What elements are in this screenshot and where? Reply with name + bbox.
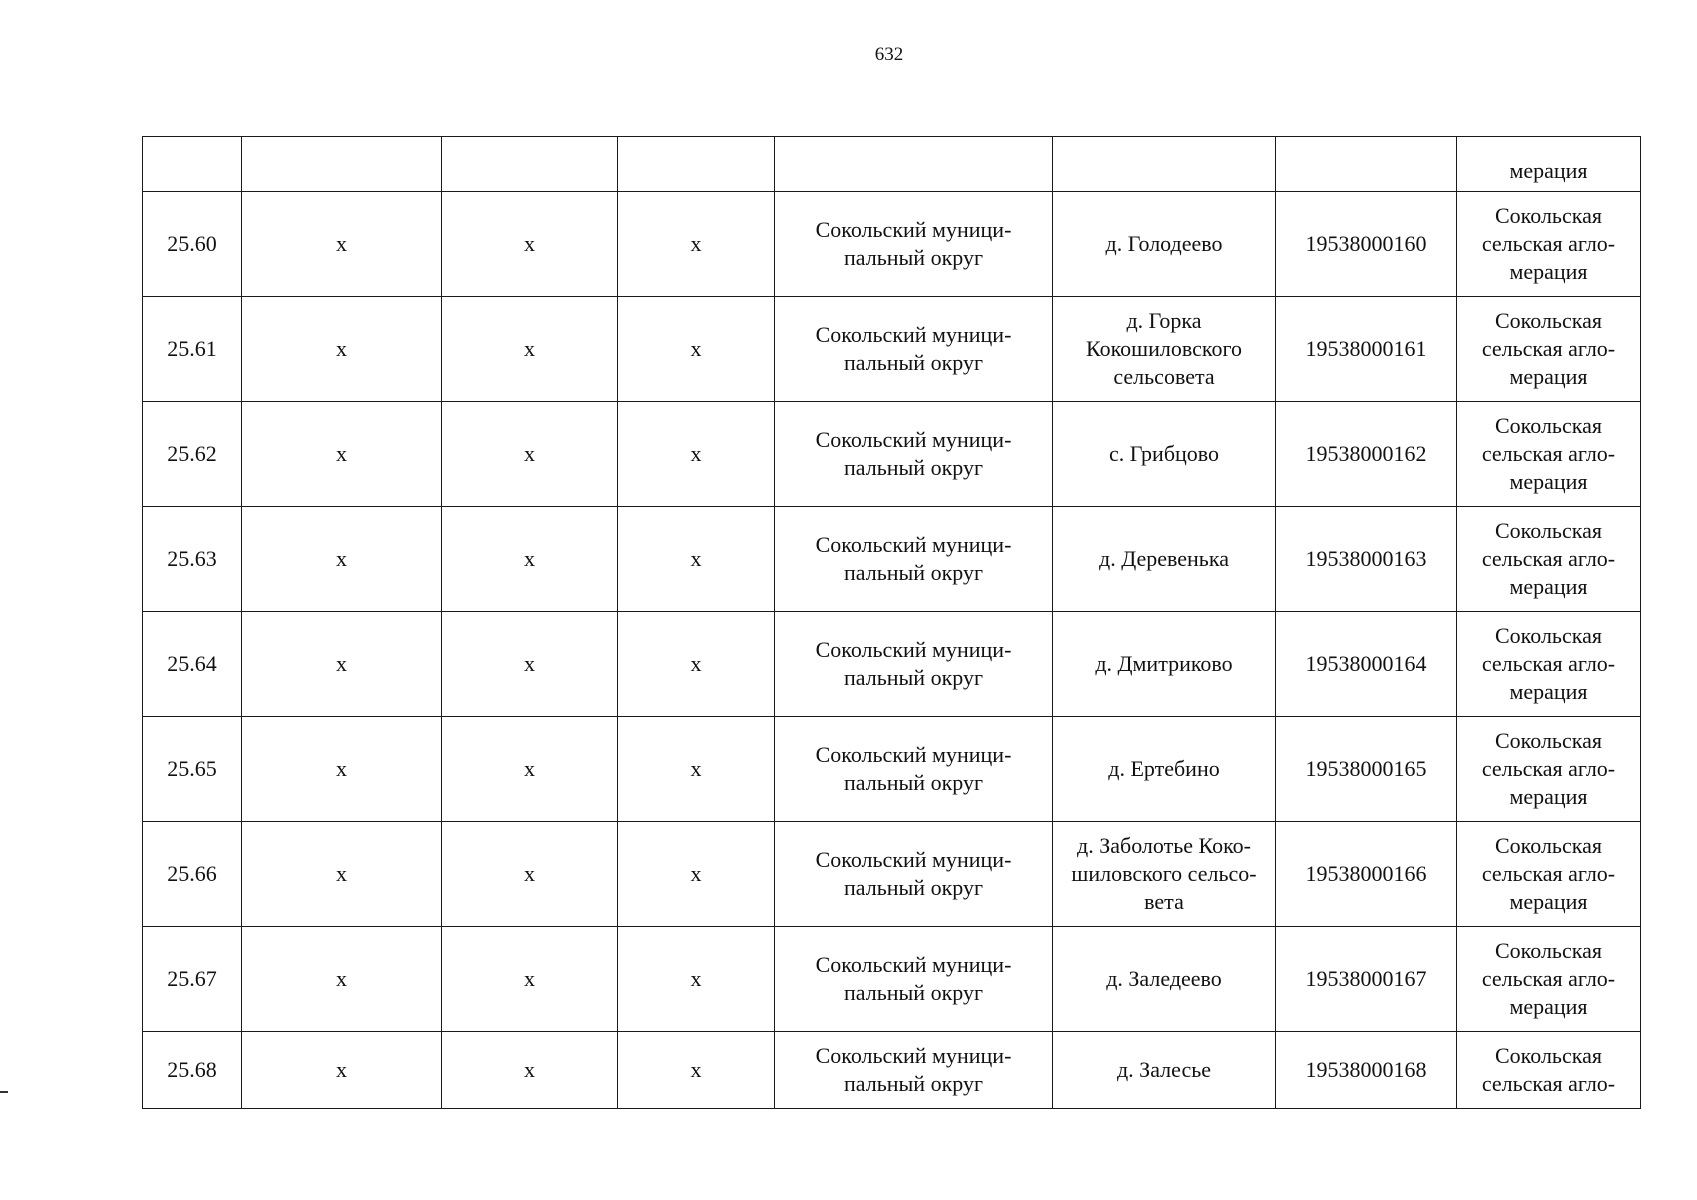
cell-agglomeration: Сокольская сельская агло- мерация (1457, 717, 1641, 822)
page-number: 632 (874, 44, 904, 65)
cell-row-number: 25.62 (143, 402, 242, 507)
cell-x-mark: x (618, 1032, 775, 1109)
cell-x-mark: x (618, 822, 775, 927)
table-row (143, 1032, 1641, 1109)
cell-empty (1053, 137, 1276, 192)
cell-settlement: д. Ертебино (1053, 717, 1276, 822)
cell-agglomeration: Сокольская сельская агло- мерация (1457, 402, 1641, 507)
cell-x-mark: x (442, 1032, 618, 1109)
cell-x-mark: x (442, 402, 618, 507)
cell-x-mark: x (618, 507, 775, 612)
table-row (143, 927, 1641, 1032)
cell-settlement: д. Залесье (1053, 1032, 1276, 1109)
settlements-table (142, 136, 1641, 1109)
cell-row-number: 25.63 (143, 507, 242, 612)
cell-municipality: Сокольский муници- пальный округ (775, 402, 1053, 507)
cell-empty (1276, 137, 1457, 192)
cell-x-mark: x (242, 612, 442, 717)
cell-row-number: 25.64 (143, 612, 242, 717)
cell-municipality: Сокольский муници- пальный округ (775, 612, 1053, 717)
cell-settlement: с. Грибцово (1053, 402, 1276, 507)
table-row (143, 402, 1641, 507)
cell-oktmo-code: 19538000165 (1276, 717, 1457, 822)
cell-agglomeration: Сокольская сельская агло- мерация (1457, 612, 1641, 717)
cell-row-number: 25.65 (143, 717, 242, 822)
table-row (143, 507, 1641, 612)
cell-municipality: Сокольский муници- пальный округ (775, 507, 1053, 612)
cell-oktmo-code: 19538000167 (1276, 927, 1457, 1032)
cell-x-mark: x (242, 297, 442, 402)
cell-oktmo-code: 19538000160 (1276, 192, 1457, 297)
cell-x-mark: x (242, 927, 442, 1032)
cell-municipality: Сокольский муници- пальный округ (775, 717, 1053, 822)
cell-agglomeration: Сокольская сельская агло- мерация (1457, 192, 1641, 297)
cell-oktmo-code: 19538000166 (1276, 822, 1457, 927)
cell-x-mark: x (242, 192, 442, 297)
cell-municipality: Сокольский муници- пальный округ (775, 297, 1053, 402)
cell-agglomeration: Сокольская сельская агло- мерация (1457, 822, 1641, 927)
cell-row-number: 25.66 (143, 822, 242, 927)
cell-x-mark: x (242, 717, 442, 822)
cell-x-mark: x (618, 402, 775, 507)
table-row (143, 297, 1641, 402)
cell-row-number: 25.60 (143, 192, 242, 297)
cell-empty (442, 137, 618, 192)
cell-municipality: Сокольский муници- пальный округ (775, 1032, 1053, 1109)
margin-mark (0, 1091, 8, 1093)
cell-agglomeration: Сокольская сельская агло- мерация (1457, 297, 1641, 402)
table-row (143, 192, 1641, 297)
cell-x-mark: x (442, 927, 618, 1032)
cell-oktmo-code: 19538000162 (1276, 402, 1457, 507)
cell-settlement: д. Дмитриково (1053, 612, 1276, 717)
cell-row-number: 25.61 (143, 297, 242, 402)
cell-agglomeration: Сокольская сельская агло- мерация (1457, 507, 1641, 612)
cell-row-number: 25.67 (143, 927, 242, 1032)
cell-row-number: 25.68 (143, 1032, 242, 1109)
cell-empty (775, 137, 1053, 192)
cell-agglomeration-continued: мерация (1457, 137, 1641, 192)
cell-x-mark: x (242, 822, 442, 927)
cell-x-mark: x (618, 297, 775, 402)
cell-agglomeration: Сокольская сельская агло- мерация (1457, 927, 1641, 1032)
cell-x-mark: x (618, 717, 775, 822)
cell-empty (618, 137, 775, 192)
cell-agglomeration: Сокольская сельская агло- (1457, 1032, 1641, 1109)
cell-x-mark: x (442, 192, 618, 297)
cell-settlement: д. Заледеево (1053, 927, 1276, 1032)
cell-x-mark: x (442, 717, 618, 822)
cell-settlement: д. Деревенька (1053, 507, 1276, 612)
table-row (143, 612, 1641, 717)
cell-oktmo-code: 19538000164 (1276, 612, 1457, 717)
table-row (143, 717, 1641, 822)
cell-oktmo-code: 19538000168 (1276, 1032, 1457, 1109)
cell-empty (143, 137, 242, 192)
cell-x-mark: x (442, 507, 618, 612)
cell-x-mark: x (242, 1032, 442, 1109)
cell-x-mark: x (618, 192, 775, 297)
cell-x-mark: x (442, 297, 618, 402)
cell-municipality: Сокольский муници- пальный округ (775, 192, 1053, 297)
table-body (143, 137, 1641, 1109)
cell-x-mark: x (242, 507, 442, 612)
cell-x-mark: x (442, 612, 618, 717)
cell-x-mark: x (242, 402, 442, 507)
table-row-continuation (143, 137, 1641, 192)
table-row (143, 822, 1641, 927)
cell-oktmo-code: 19538000163 (1276, 507, 1457, 612)
cell-settlement: д. Голодеево (1053, 192, 1276, 297)
cell-x-mark: x (618, 927, 775, 1032)
cell-municipality: Сокольский муници- пальный округ (775, 822, 1053, 927)
cell-x-mark: x (442, 822, 618, 927)
cell-municipality: Сокольский муници- пальный округ (775, 927, 1053, 1032)
cell-empty (242, 137, 442, 192)
cell-oktmo-code: 19538000161 (1276, 297, 1457, 402)
cell-settlement: д. Горка Кокошиловского сельсовета (1053, 297, 1276, 402)
cell-settlement: д. Заболотье Коко- шиловского сельсо- вета (1053, 822, 1276, 927)
cell-x-mark: x (618, 612, 775, 717)
